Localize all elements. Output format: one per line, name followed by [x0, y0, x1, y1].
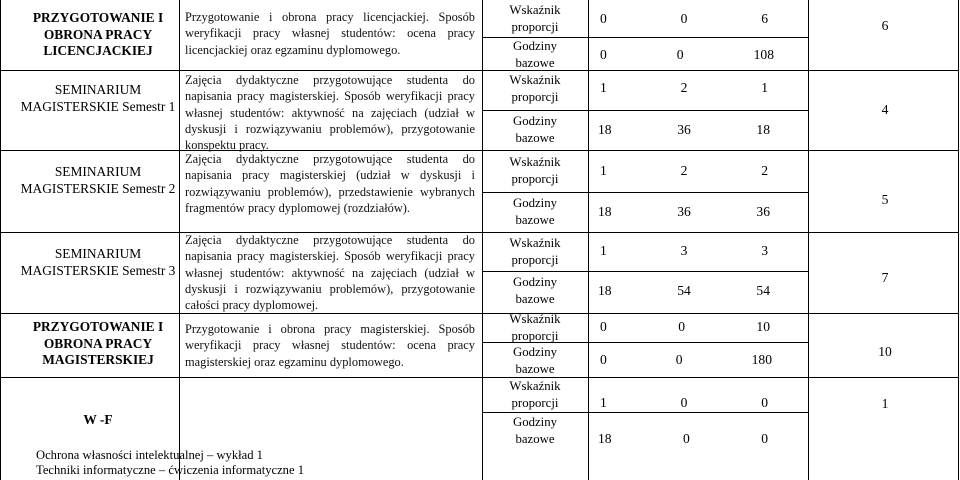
- godziny-values: [600, 352, 772, 368]
- label-line: proporcji: [511, 395, 559, 410]
- label-line: Wskaźnik: [509, 312, 561, 326]
- value-cell: 0: [680, 395, 688, 410]
- label-wskaznik: [484, 235, 586, 268]
- value-cell: 180: [751, 352, 772, 367]
- label-line: bazowe: [515, 361, 555, 376]
- label-line: Wskaźnik: [509, 3, 561, 17]
- label-line: bazowe: [515, 431, 555, 446]
- wskaznik-values: [600, 319, 770, 335]
- value-cell: 0: [761, 395, 768, 410]
- row-divider: [482, 271, 808, 272]
- label-line: Godziny: [512, 114, 558, 128]
- description-licencjackiej: Przygotowanie i obrona pracy licencjackiej. Sposób weryfikacji pracy własnej studentów: ocena pracy licencjackiej oraz egzaminu dyplomowego.: [185, 10, 475, 57]
- ects-value: 6: [881, 18, 889, 33]
- godziny-values: [598, 283, 770, 299]
- label-line: Wskaźnik: [509, 155, 561, 169]
- ects-value: 4: [881, 102, 889, 117]
- row-divider: [0, 150, 959, 151]
- row-divider: [0, 313, 959, 314]
- label-line: Godziny: [512, 39, 558, 53]
- value-cell: 2: [761, 163, 768, 178]
- wskaznik-values: [600, 395, 768, 411]
- value-cell: 18: [598, 122, 612, 137]
- label-line: Wskaźnik: [509, 73, 561, 87]
- value-cell: 18: [598, 431, 612, 446]
- ects-value: 7: [881, 270, 889, 285]
- label-line: proporcji: [511, 328, 559, 343]
- value-cell: 1: [600, 163, 607, 178]
- label-line: bazowe: [515, 291, 555, 306]
- label-line: proporcji: [511, 252, 559, 267]
- value-cell: 0: [761, 431, 768, 446]
- wskaznik-values: [600, 11, 768, 27]
- label-wskaznik: [484, 154, 586, 187]
- label-line: Godziny: [512, 345, 558, 359]
- godziny-values: [598, 204, 770, 220]
- label-godziny: [484, 195, 586, 228]
- wskaznik-values: [600, 163, 768, 179]
- value-cell: 108: [753, 47, 774, 62]
- wskaznik-values: [600, 80, 768, 96]
- section-heading-seminarium-3: SEMINARIUM MAGISTERSKIE Semestr 3: [20, 246, 176, 278]
- row-divider: [0, 377, 959, 378]
- label-godziny: [484, 344, 586, 377]
- row-divider: [0, 70, 959, 71]
- label-line: Godziny: [512, 275, 558, 289]
- value-cell: 0: [676, 47, 684, 62]
- ects-value: 10: [878, 344, 892, 359]
- value-cell: 0: [600, 319, 607, 334]
- column-divider: [808, 0, 809, 480]
- section-heading-magisterskiej: PRZYGOTOWANIE I OBRONA PRACY MAGISTERSKIEJ: [32, 319, 164, 367]
- description-seminarium-3: Zajęcia dydaktyczne przygotowujące studenta do napisania pracy magisterskiej. Sposób weryfikacji pracy własnej studentów: aktywność na zajęciach (udział w dyskusji i rozwiązywaniu problemów), przygotowanie całości pracy dyplomowej.: [185, 233, 475, 313]
- table-border-left: [0, 0, 1, 480]
- label-wskaznik: [484, 2, 586, 35]
- label-line: Wskaźnik: [509, 236, 561, 250]
- section-heading-w-f: W -F: [83, 412, 113, 427]
- value-cell: 0: [600, 352, 607, 367]
- value-cell: 1: [600, 243, 607, 258]
- value-cell: 18: [598, 204, 612, 219]
- ects-value: 1: [881, 396, 889, 411]
- value-cell: 1: [600, 80, 607, 95]
- value-cell: 0: [683, 431, 690, 446]
- label-line: bazowe: [515, 212, 555, 227]
- value-cell: 1: [600, 395, 607, 410]
- label-line: bazowe: [515, 55, 555, 70]
- value-cell: 54: [756, 283, 770, 298]
- label-line: Wskaźnik: [509, 379, 561, 393]
- label-line: proporcji: [511, 19, 559, 34]
- description-seminarium-2: Zajęcia dydaktyczne przygotowujące studenta do napisania pracy magisterskiej (udział w dyskusji i rozwiązywaniu problemów), przedstawienie wybranych fragmentów pracy dyplomowej (rozdziałów).: [185, 152, 475, 215]
- label-line: bazowe: [515, 130, 555, 145]
- row-divider: [482, 192, 808, 193]
- value-cell: 10: [756, 319, 770, 334]
- godziny-values: [600, 47, 774, 63]
- label-wskaznik: [484, 378, 586, 411]
- value-cell: 2: [680, 163, 688, 178]
- label-line: Godziny: [512, 196, 558, 210]
- value-cell: 0: [678, 319, 685, 334]
- value-cell: 36: [677, 204, 691, 219]
- section-heading-seminarium-1: SEMINARIUM MAGISTERSKIE Semestr 1: [20, 82, 176, 114]
- row-divider: [0, 232, 959, 233]
- label-godziny: [484, 38, 586, 71]
- value-cell: 6: [761, 11, 768, 26]
- footer-note: Ochrona własności intelektualnej – wykład 1: [36, 448, 263, 462]
- label-line: proporcji: [511, 171, 559, 186]
- wskaznik-values: [600, 243, 768, 259]
- label-wskaznik: [484, 311, 586, 344]
- value-cell: 1: [761, 80, 768, 95]
- table-border-right: [958, 0, 959, 480]
- value-cell: 0: [680, 11, 688, 26]
- label-line: Godziny: [512, 415, 558, 429]
- row-divider: [482, 110, 808, 111]
- value-cell: 3: [680, 243, 688, 258]
- value-cell: 3: [761, 243, 768, 258]
- section-heading-seminarium-2: SEMINARIUM MAGISTERSKIE Semestr 2: [20, 164, 176, 196]
- value-cell: 54: [677, 283, 691, 298]
- row-divider: [482, 412, 808, 413]
- value-cell: 0: [600, 47, 607, 62]
- label-line: proporcji: [511, 89, 559, 104]
- value-cell: 18: [756, 122, 770, 137]
- label-godziny: [484, 113, 586, 146]
- value-cell: 0: [675, 352, 683, 367]
- description-magisterskiej: Przygotowanie i obrona pracy magisterskiej. Sposób weryfikacji pracy własnej studentów: ocena pracy magisterskiej oraz egzaminu dyplomowego.: [185, 322, 475, 369]
- section-heading-licencjackiej: PRZYGOTOWANIE I OBRONA PRACY LICENCJACKIEJ: [32, 10, 164, 58]
- godziny-values: [598, 431, 768, 447]
- column-divider: [482, 0, 483, 480]
- godziny-values: [598, 122, 770, 138]
- value-cell: 0: [600, 11, 607, 26]
- column-divider: [179, 0, 180, 480]
- label-wskaznik: [484, 72, 586, 105]
- ects-value: 5: [881, 192, 889, 207]
- description-seminarium-1: Zajęcia dydaktyczne przygotowujące studenta do napisania pracy magisterskiej. Sposób weryfikacji pracy własnej studentów: aktywność na zajęciach (udział w dyskusji i rozwiązywaniu problemów), przygotowanie konspektu pracy.: [185, 73, 475, 153]
- value-cell: 36: [677, 122, 691, 137]
- value-cell: 2: [680, 80, 688, 95]
- label-godziny: [484, 414, 586, 447]
- value-cell: 36: [756, 204, 770, 219]
- value-cell: 18: [598, 283, 612, 298]
- label-godziny: [484, 274, 586, 307]
- column-divider: [588, 0, 589, 480]
- footer-note: Techniki informatyczne – ćwiczenia informatyczne 1: [36, 463, 305, 477]
